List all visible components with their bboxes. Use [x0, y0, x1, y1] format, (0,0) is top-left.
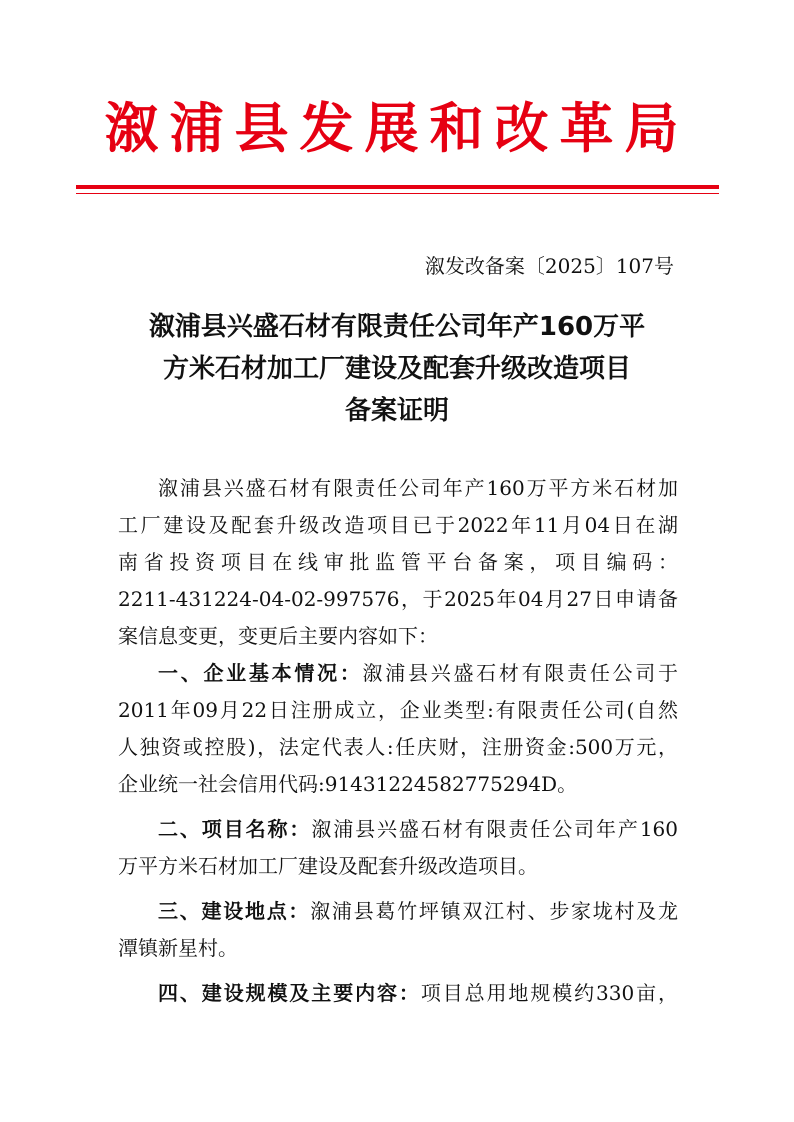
intro-line: 案信息变更，变更后主要内容如下： [118, 624, 438, 648]
intro-line: 2211-431224-04-02-997576，于2025年04月27日申请备 [118, 587, 678, 611]
red-divider-thin [76, 193, 719, 194]
section-1-line: 2011年09月22日注册成立，企业类型:有限责任公司(自然 [118, 698, 678, 722]
section-3-text: 溆浦县葛竹坪镇双江村、步家垅村及龙 [310, 899, 678, 923]
document-number: 溆发改备案〔2025〕107号 [424, 254, 674, 278]
agency-masthead: 溆浦县发展和改革局 [104, 96, 690, 160]
title-line-2: 方米石材加工厂建设及配套升级改造项目 [162, 354, 631, 384]
section-2-line: 万平方米石材加工厂建设及配套升级改造项目。 [118, 854, 538, 878]
section-1-text: 溆浦县兴盛石材有限责任公司于 [362, 661, 678, 685]
section-2-text: 溆浦县兴盛石材有限责任公司年产160 [311, 817, 678, 841]
section-4-first-line [118, 975, 678, 1012]
section-1-heading: 一、企业基本情况： [158, 661, 363, 685]
section-2-first-line [118, 811, 678, 848]
section-3-line: 潭镇新星村。 [118, 936, 238, 960]
document-body [118, 470, 678, 1012]
section-1-first-line [118, 655, 678, 692]
red-divider-thick [76, 185, 719, 189]
intro-line: 南省投资项目在线审批监管平台备案，项目编码： [118, 550, 678, 574]
section-4-text: 项目总用地规模约330亩， [420, 981, 678, 1005]
title-line-3: 备案证明 [344, 396, 449, 426]
section-3-heading: 三、建设地点： [158, 899, 311, 923]
document-title [100, 306, 694, 432]
section-1-line: 人独资或控股)，法定代表人:任庆财，注册资金:500万元， [118, 735, 678, 759]
section-1-line: 企业统一社会信用代码:91431224582775294D。 [118, 772, 578, 796]
title-line-1: 溆浦县兴盛石材有限责任公司年产160万平 [148, 312, 646, 342]
section-3-first-line [118, 893, 678, 930]
intro-line: 工厂建设及配套升级改造项目已于2022年11月04日在湖 [118, 513, 678, 537]
section-4-heading: 四、建设规模及主要内容： [158, 981, 421, 1005]
section-2-heading: 二、项目名称： [158, 817, 312, 841]
intro-line: 溆浦县兴盛石材有限责任公司年产160万平方米石材加 [158, 476, 678, 500]
